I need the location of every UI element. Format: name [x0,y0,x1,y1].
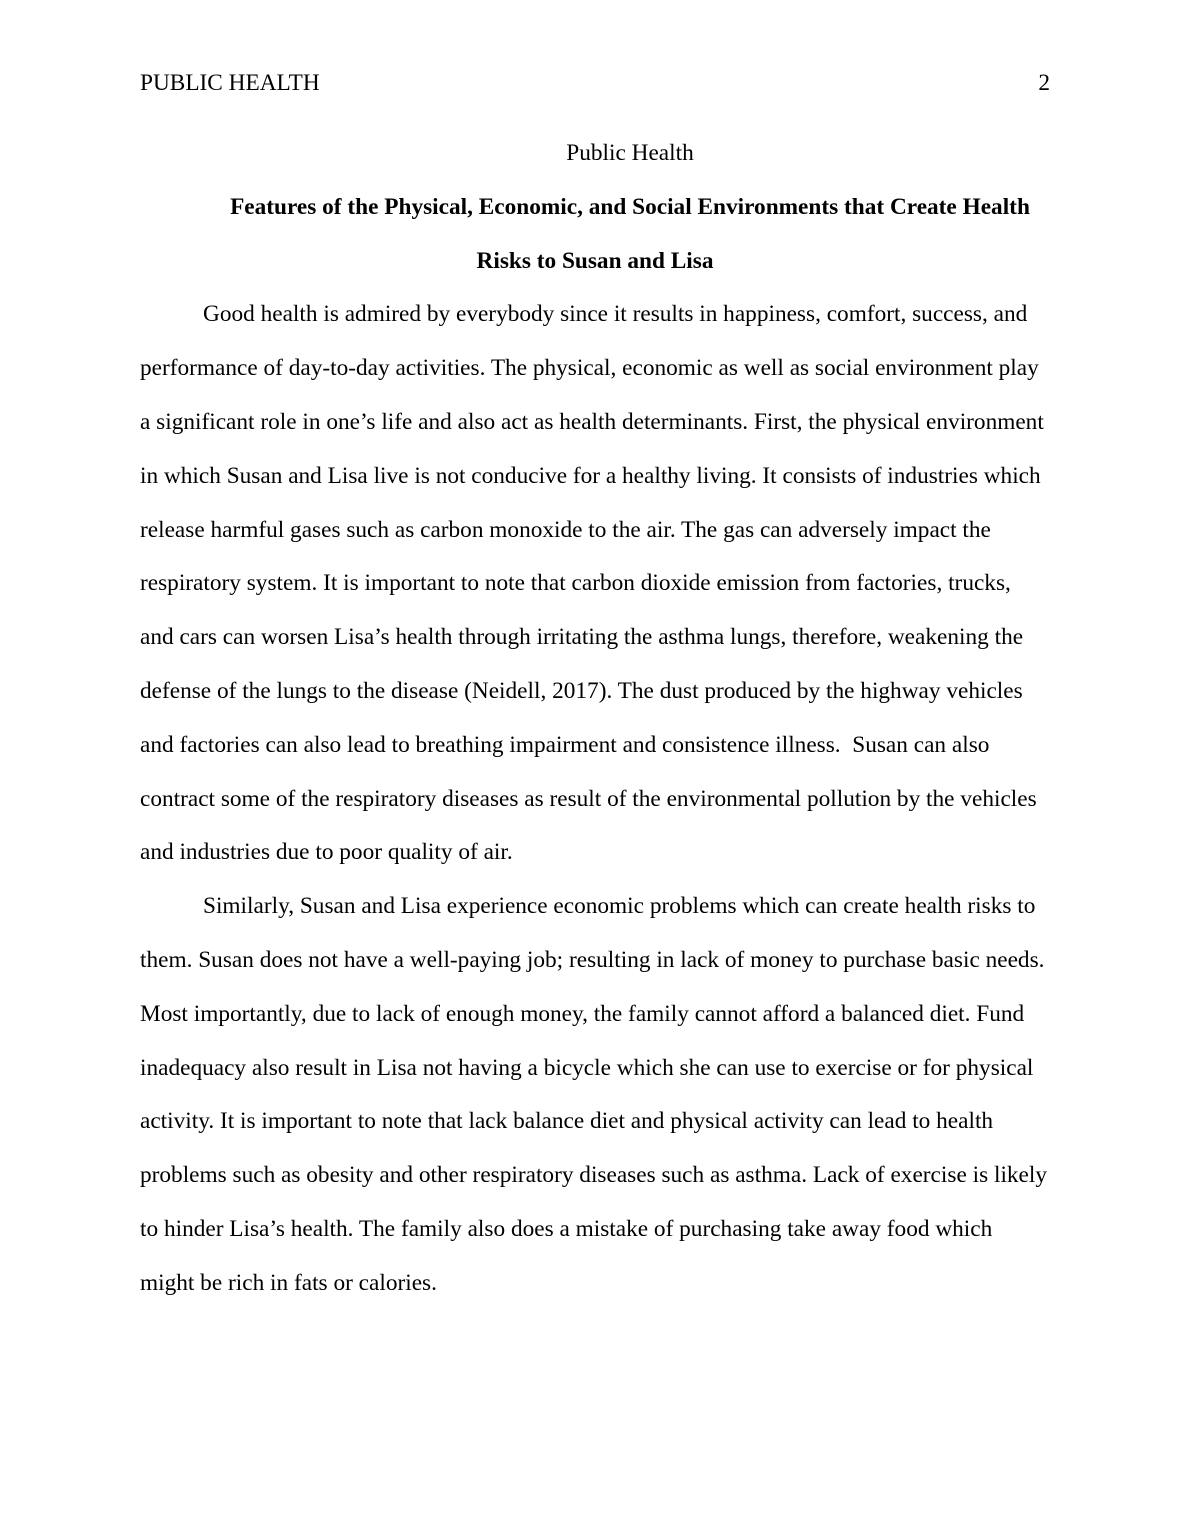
text-line: to hinder Lisa’s health. The family also does a mistake of purchasing take away food which [140,1215,993,1242]
text-line: and factories can also lead to breathing impairment and consistence illness. Susan can also [140,731,990,758]
document-title: Public Health [566,140,694,166]
paragraph-2 [140,880,1050,1310]
text-line: and industries due to poor quality of air. [140,839,513,866]
paragraph-1 [140,288,1050,880]
text-line: a significant role in one’s life and also act as health determinants. First, the physical environment [140,408,1044,435]
text-line: performance of day-to-day activities. The physical, economic as well as social environment play [140,355,1039,382]
text-line: in which Susan and Lisa live is not conducive for a healthy living. It consists of industries which [140,462,1041,489]
text-line: inadequacy also result in Lisa not having a bicycle which she can use to exercise or for physical [140,1054,1034,1081]
text-line: defense of the lungs to the disease (Neidell, 2017). The dust produced by the highway vehicles [140,677,1023,704]
section-heading-line-2: Risks to Susan and Lisa [476,247,714,274]
section-heading-line-1: Features of the Physical, Economic, and Social Environments that Create Health [230,193,1030,220]
text-line: problems such as obesity and other respiratory diseases such as asthma. Lack of exercise is likely [140,1162,1048,1189]
text-line: Good health is admired by everybody since it results in happiness, comfort, success, and [203,301,1028,328]
text-line: release harmful gases such as carbon monoxide to the air. The gas can adversely impact the [140,516,991,543]
text-line: contract some of the respiratory diseases as result of the environmental pollution by the vehicles [140,785,1037,812]
text-line: Similarly, Susan and Lisa experience economic problems which can create health risks to [203,893,1036,920]
text-line: activity. It is important to note that lack balance diet and physical activity can lead to health [140,1108,994,1135]
page-number: 2 [1038,70,1050,96]
section-heading [140,181,1050,289]
text-line: Most importantly, due to lack of enough money, the family cannot afford a balanced diet. Fund [140,1000,1025,1027]
running-header [140,70,1050,97]
document-body [140,127,1050,1311]
text-line: them. Susan does not have a well-paying job; resulting in lack of money to purchase basic needs. [140,946,1045,973]
text-line: and cars can worsen Lisa’s health through irritating the asthma lungs, therefore, weakening the [140,624,1024,651]
running-head-text: PUBLIC HEALTH [140,70,320,96]
text-line: might be rich in fats or calories. [140,1269,437,1296]
text-line: respiratory system. It is important to note that carbon dioxide emission from factories, trucks, [140,570,1011,597]
